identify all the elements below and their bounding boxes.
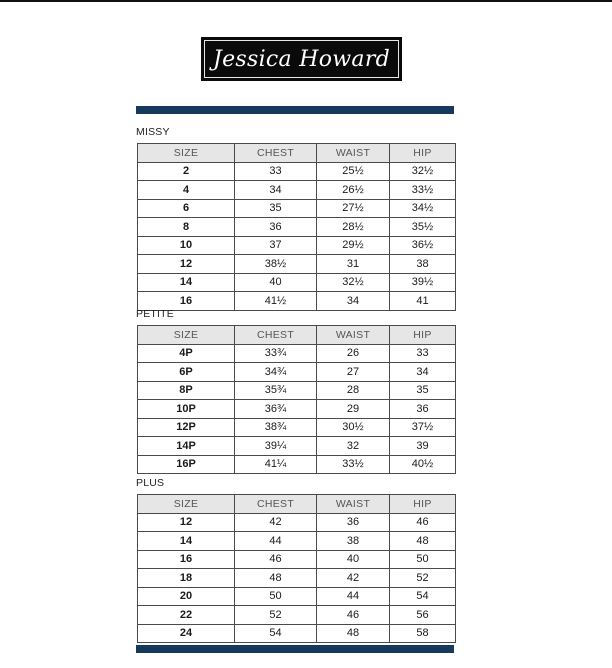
hip-cell: 36 [390,400,456,419]
chest-cell: 39¼ [235,437,317,456]
hip-cell: 35½ [390,218,456,237]
table-row [138,587,456,606]
size-cell: 14P [138,437,235,456]
chest-cell: 48 [235,569,317,588]
waist-cell: 25½ [317,162,390,181]
brand-name: Jessica Howard [204,40,399,78]
hip-cell: 34 [390,363,456,382]
waist-cell: 36 [317,513,390,532]
hip-cell: 46 [390,513,456,532]
table-row [138,292,456,311]
waist-cell: 40 [317,550,390,569]
table-row [138,381,456,400]
chest-cell: 41½ [235,292,317,311]
hip-cell: 34½ [390,199,456,218]
chest-cell: 35 [235,199,317,218]
section-label-plus: PLUS [136,477,165,489]
waist-cell: 29½ [317,236,390,255]
chest-cell: 35¾ [235,381,317,400]
waist-cell: 33½ [317,455,390,474]
size-cell: 14 [138,532,235,551]
size-cell: 18 [138,569,235,588]
chest-cell: 38¾ [235,418,317,437]
table-row [138,569,456,588]
size-cell: 16 [138,292,235,311]
table-row [138,162,456,181]
table-row [138,273,456,292]
chest-cell: 33 [235,162,317,181]
hip-cell: 56 [390,606,456,625]
waist-cell: 26 [317,344,390,363]
section-label-missy: MISSY [136,126,170,138]
table-row [138,437,456,456]
size-cell: 6P [138,363,235,382]
table-row [138,218,456,237]
size-cell: 2 [138,162,235,181]
hip-cell: 32½ [390,162,456,181]
chest-cell: 44 [235,532,317,551]
hip-cell: 38 [390,255,456,274]
table-row [138,418,456,437]
top-divider [0,0,612,2]
header-chest: CHEST [235,495,317,514]
waist-cell: 31 [317,255,390,274]
chest-cell: 46 [235,550,317,569]
table-row [138,344,456,363]
header-hip: HIP [390,326,456,345]
table-header-row [138,326,456,345]
header-hip: HIP [390,144,456,163]
table-row [138,455,456,474]
size-cell: 4P [138,344,235,363]
hip-cell: 33½ [390,181,456,200]
size-cell: 6 [138,199,235,218]
table-row [138,400,456,419]
size-cell: 8P [138,381,235,400]
table-row [138,363,456,382]
size-cell: 24 [138,624,235,643]
size-cell: 10P [138,400,235,419]
header-chest: CHEST [235,144,317,163]
hip-cell: 58 [390,624,456,643]
header-waist: WAIST [317,495,390,514]
hip-cell: 35 [390,381,456,400]
bottom-accent-band [136,645,454,653]
hip-cell: 37½ [390,418,456,437]
size-table-plus [137,494,456,643]
table-row [138,550,456,569]
hip-cell: 52 [390,569,456,588]
waist-cell: 28½ [317,218,390,237]
size-cell: 12 [138,255,235,274]
hip-cell: 48 [390,532,456,551]
size-cell: 4 [138,181,235,200]
chest-cell: 34¾ [235,363,317,382]
table-row [138,255,456,274]
waist-cell: 32 [317,437,390,456]
hip-cell: 36½ [390,236,456,255]
hip-cell: 39½ [390,273,456,292]
size-cell: 14 [138,273,235,292]
hip-cell: 40½ [390,455,456,474]
hip-cell: 41 [390,292,456,311]
header-chest: CHEST [235,326,317,345]
waist-cell: 38 [317,532,390,551]
waist-cell: 28 [317,381,390,400]
table-row [138,513,456,532]
chest-cell: 34 [235,181,317,200]
chest-cell: 41¼ [235,455,317,474]
waist-cell: 34 [317,292,390,311]
size-cell: 22 [138,606,235,625]
header-waist: WAIST [317,144,390,163]
chest-cell: 36 [235,218,317,237]
waist-cell: 27 [317,363,390,382]
table-row [138,199,456,218]
table-row [138,624,456,643]
chest-cell: 38½ [235,255,317,274]
size-table-petite [137,325,456,474]
chest-cell: 40 [235,273,317,292]
table-header-row [138,144,456,163]
table-row [138,181,456,200]
brand-logo [201,37,402,81]
hip-cell: 33 [390,344,456,363]
waist-cell: 29 [317,400,390,419]
table-row [138,236,456,255]
table-row [138,606,456,625]
waist-cell: 32½ [317,273,390,292]
header-size: SIZE [138,144,235,163]
size-table-missy [137,143,456,311]
size-cell: 16 [138,550,235,569]
size-cell: 20 [138,587,235,606]
size-cell: 8 [138,218,235,237]
table-row [138,532,456,551]
waist-cell: 48 [317,624,390,643]
header-hip: HIP [390,495,456,514]
hip-cell: 50 [390,550,456,569]
waist-cell: 26½ [317,181,390,200]
table-header-row [138,495,456,514]
chest-cell: 42 [235,513,317,532]
waist-cell: 42 [317,569,390,588]
chest-cell: 52 [235,606,317,625]
header-size: SIZE [138,326,235,345]
size-cell: 12P [138,418,235,437]
section-label-petite: PETITE [136,308,174,320]
size-cell: 10 [138,236,235,255]
hip-cell: 54 [390,587,456,606]
header-size: SIZE [138,495,235,514]
waist-cell: 46 [317,606,390,625]
hip-cell: 39 [390,437,456,456]
waist-cell: 44 [317,587,390,606]
chest-cell: 50 [235,587,317,606]
waist-cell: 30½ [317,418,390,437]
chest-cell: 36¾ [235,400,317,419]
chest-cell: 33¾ [235,344,317,363]
chest-cell: 54 [235,624,317,643]
top-accent-band [136,106,454,114]
waist-cell: 27½ [317,199,390,218]
chest-cell: 37 [235,236,317,255]
header-waist: WAIST [317,326,390,345]
size-cell: 12 [138,513,235,532]
size-cell: 16P [138,455,235,474]
